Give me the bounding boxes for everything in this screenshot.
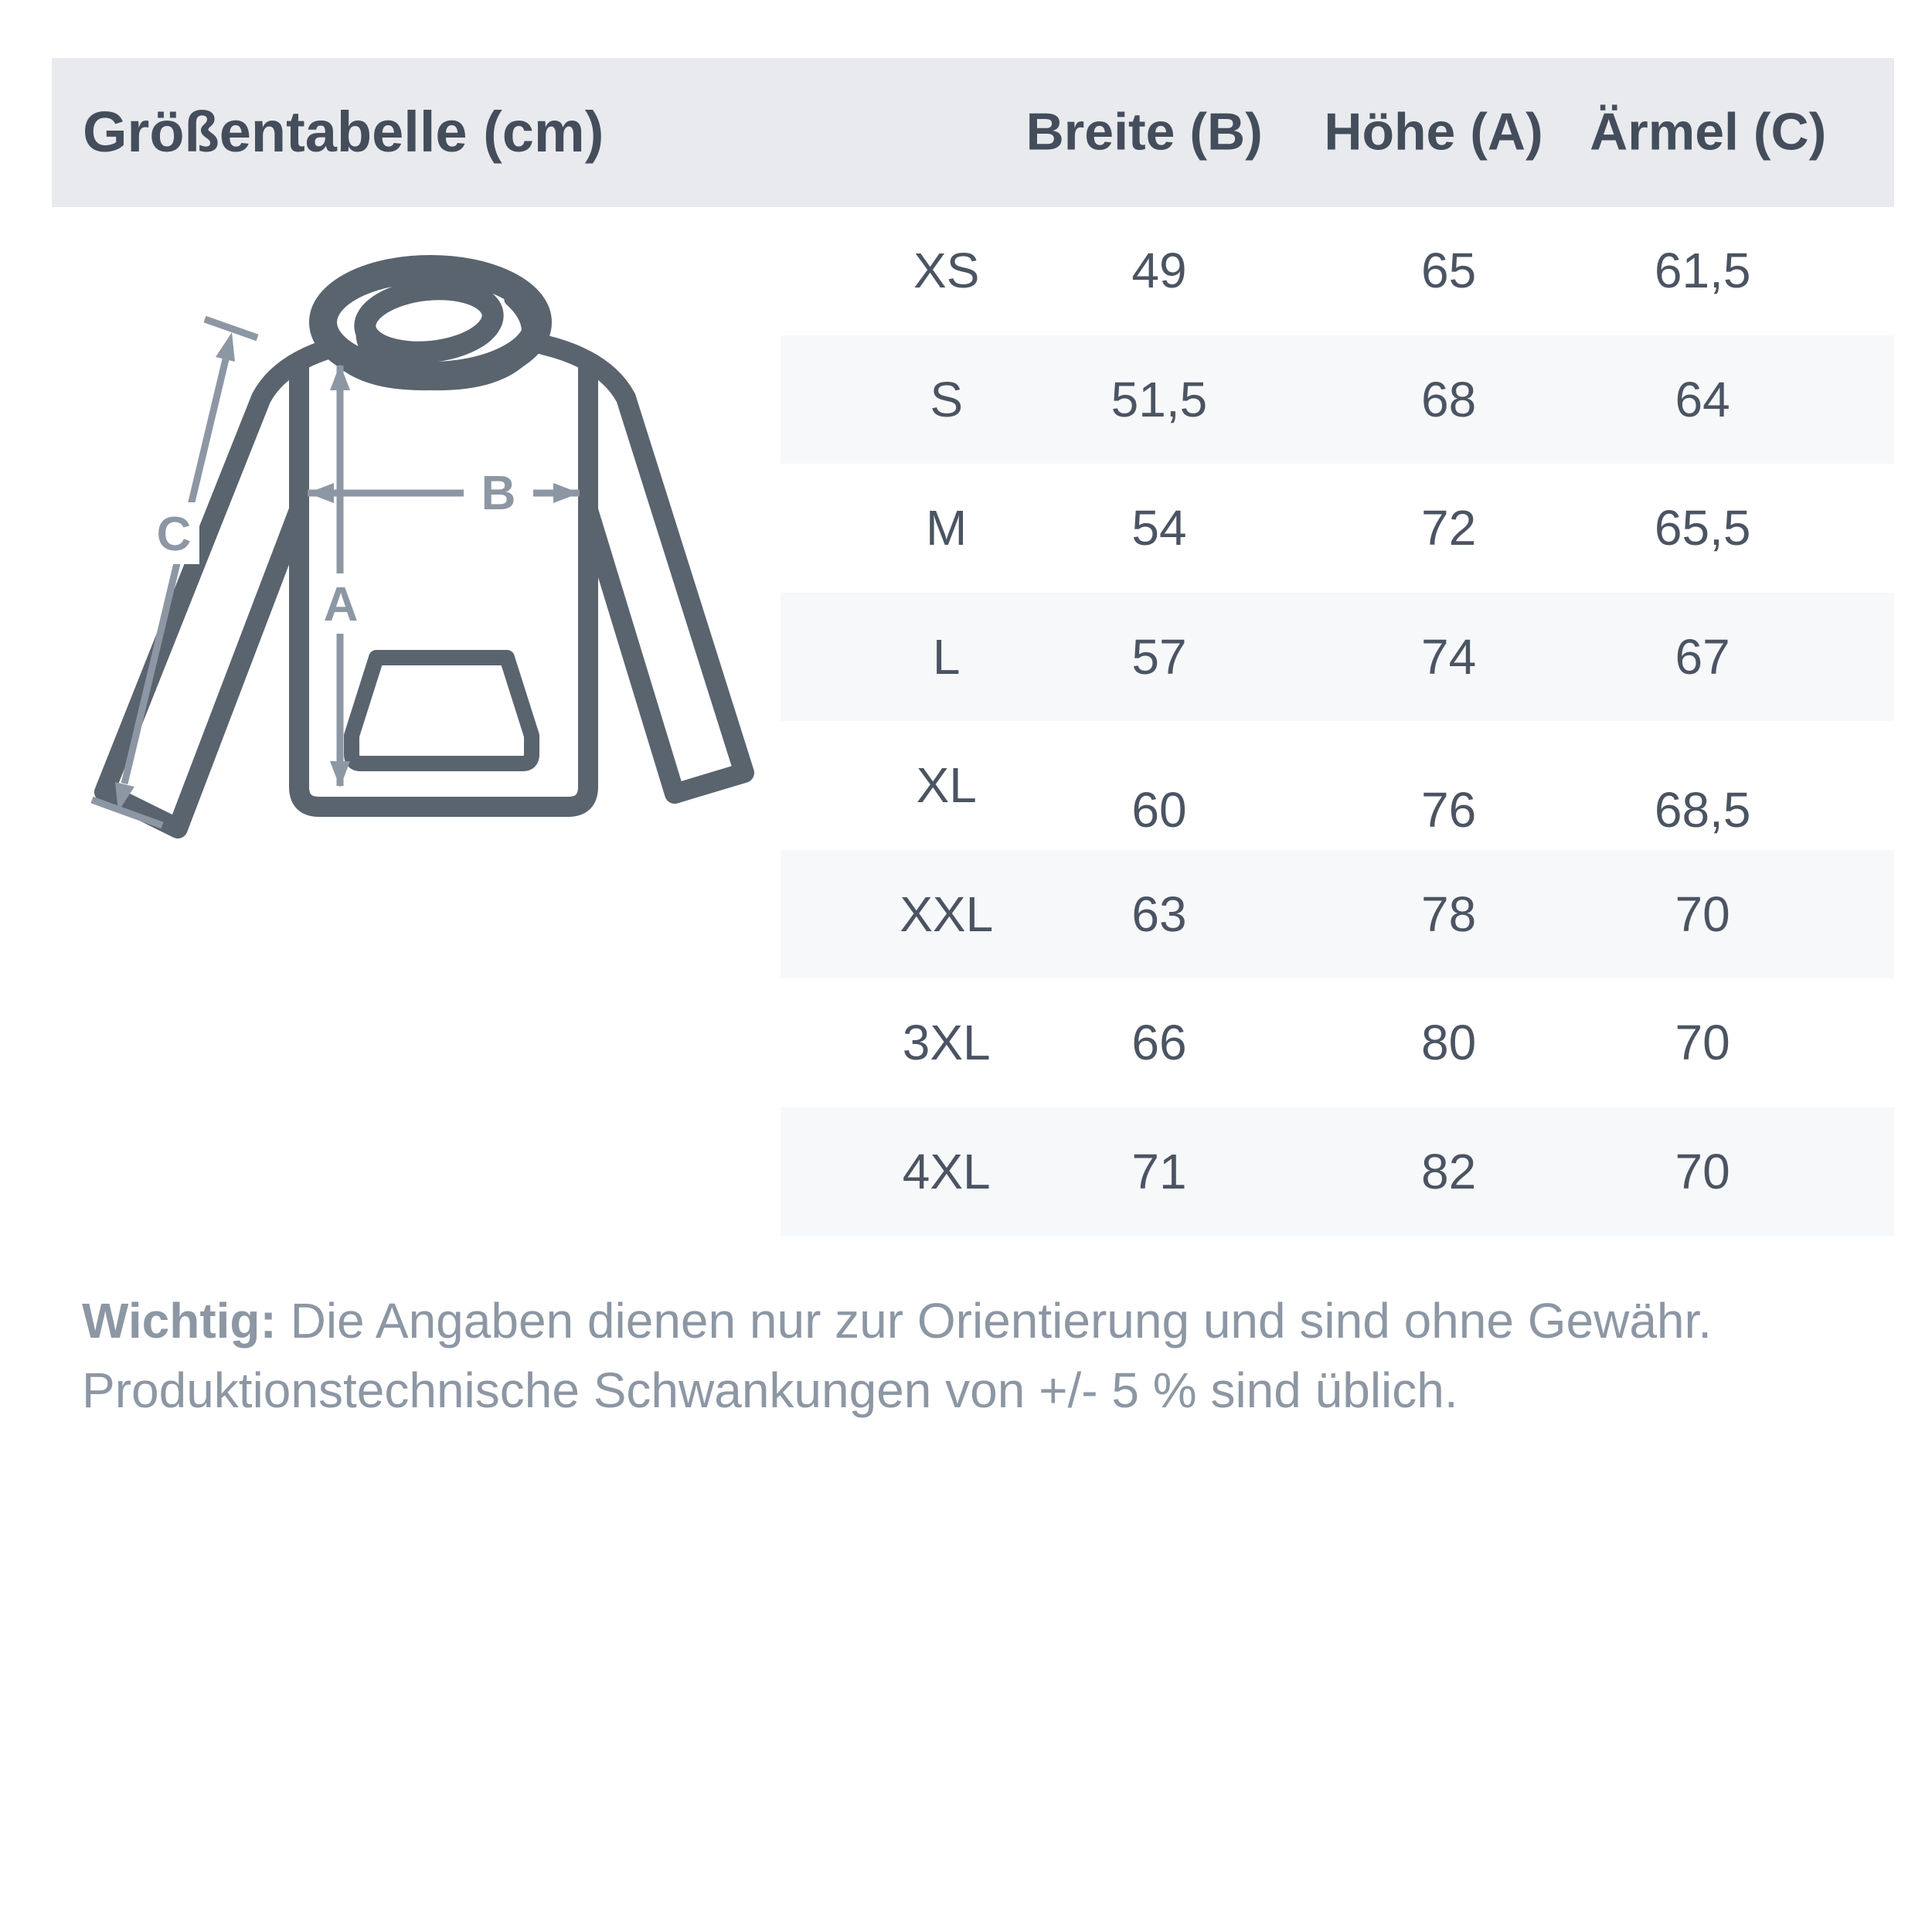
disclaimer-line-1 [82, 1286, 1859, 1355]
width-value-cell: 51,5 [1111, 371, 1208, 427]
disclaimer-prefix: Wichtig: [82, 1293, 277, 1349]
height-value-cell: 72 [1421, 500, 1477, 556]
height-value-cell: 68 [1421, 371, 1477, 427]
height-value-cell: 76 [1421, 782, 1477, 838]
sleeve-value-cell: 68,5 [1654, 782, 1751, 838]
width-value-cell: 66 [1131, 1015, 1187, 1071]
column-header-width: Breite (B) [1026, 101, 1263, 161]
width-value-cell: 49 [1131, 243, 1187, 299]
size-table-row [781, 721, 1894, 850]
size-label-cell: XL [916, 757, 977, 814]
size-label-cell: XS [913, 243, 980, 299]
size-table-row [781, 206, 1894, 335]
size-table-row [781, 978, 1894, 1107]
size-label-cell: 4XL [902, 1143, 991, 1199]
hood-inner-ring [362, 284, 495, 359]
measure-label-a: A [323, 578, 359, 631]
size-table-row [781, 464, 1894, 593]
kangaroo-pocket [352, 658, 532, 764]
sleeve-value-cell: 70 [1675, 1015, 1730, 1071]
size-label-cell: M [926, 500, 968, 556]
size-label-cell: S [930, 371, 964, 427]
height-value-cell: 80 [1421, 1015, 1477, 1071]
sleeve-value-cell: 65,5 [1654, 500, 1751, 556]
height-value-cell: 74 [1421, 628, 1477, 685]
disclaimer-line-2: Produktionstechnische Schwankungen von +/- 5 % sind üblich. [82, 1362, 1458, 1418]
size-table-row [781, 593, 1894, 722]
size-table-row [781, 850, 1894, 979]
measure-label-c: C [156, 508, 192, 561]
size-label-cell: XXL [900, 886, 994, 942]
sleeve-value-cell: 70 [1675, 886, 1730, 942]
height-value-cell: 82 [1421, 1143, 1477, 1199]
size-table-row [781, 1107, 1894, 1236]
size-table-row [781, 335, 1894, 464]
hoodie-measurement-diagram [62, 224, 804, 912]
table-header-band [52, 58, 1894, 207]
sleeve-value-cell: 67 [1675, 628, 1730, 685]
size-table-rows [781, 206, 1894, 1236]
measure-label-b: B [481, 467, 516, 520]
size-label-cell: 3XL [902, 1015, 991, 1071]
sleeve-value-cell: 70 [1675, 1143, 1730, 1199]
height-value-cell: 65 [1421, 243, 1477, 299]
disclaimer-note [82, 1286, 1859, 1425]
page-title: Größentabelle (cm) [83, 99, 604, 164]
arrowhead-c-top [216, 332, 235, 362]
width-value-cell: 60 [1131, 782, 1187, 838]
width-value-cell: 54 [1131, 500, 1187, 556]
width-value-cell: 71 [1131, 1143, 1187, 1199]
sleeve-value-cell: 61,5 [1654, 243, 1751, 299]
size-label-cell: L [932, 628, 961, 685]
column-header-sleeve: Ärmel (C) [1590, 101, 1827, 161]
height-value-cell: 78 [1421, 886, 1477, 942]
width-value-cell: 63 [1131, 886, 1187, 942]
disclaimer-text-1: Die Angaben dienen nur zur Orientierung und sind ohne Gewähr. [290, 1293, 1713, 1349]
column-header-height: Höhe (A) [1324, 101, 1543, 161]
sleeve-value-cell: 64 [1675, 371, 1730, 427]
width-value-cell: 57 [1131, 628, 1187, 685]
